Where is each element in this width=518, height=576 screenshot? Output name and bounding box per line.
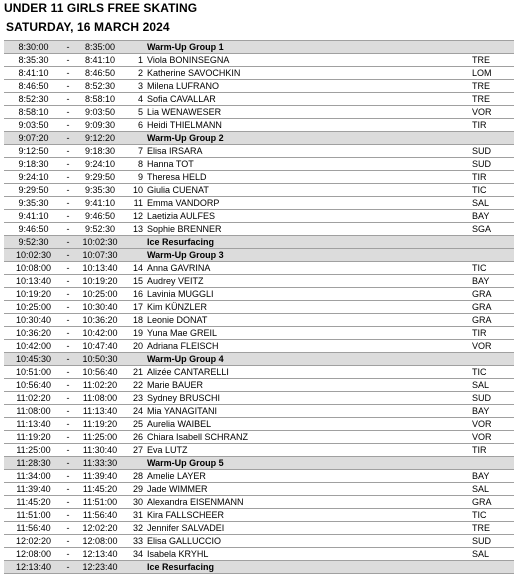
start-number (127, 41, 147, 54)
start-time: 11:39:40 (4, 483, 63, 496)
event-row (4, 41, 514, 54)
club-code: TRE (472, 522, 514, 535)
skater-name: Alexandra EISENMANN (147, 496, 472, 509)
skater-row (4, 496, 514, 509)
club-code: TIR (472, 327, 514, 340)
skater-name: Adriana FLEISCH (147, 340, 472, 353)
skater-name: Anna GAVRINA (147, 262, 472, 275)
event-row (4, 353, 514, 366)
start-number (127, 132, 147, 145)
time-separator: - (63, 509, 73, 522)
skater-name: Emma VANDORP (147, 197, 472, 210)
start-number: 3 (127, 80, 147, 93)
skater-name: Eva LUTZ (147, 444, 472, 457)
end-time: 9:41:10 (73, 197, 127, 210)
end-time: 11:39:40 (73, 470, 127, 483)
start-number: 24 (127, 405, 147, 418)
start-number (127, 249, 147, 262)
start-time: 8:52:30 (4, 93, 63, 106)
start-number: 17 (127, 301, 147, 314)
time-separator: - (63, 158, 73, 171)
club-code: VOR (472, 106, 514, 119)
skater-row (4, 314, 514, 327)
end-time: 10:19:20 (73, 275, 127, 288)
club-code (472, 561, 514, 574)
start-number: 31 (127, 509, 147, 522)
start-number: 21 (127, 366, 147, 379)
time-separator: - (63, 548, 73, 561)
event-row (4, 249, 514, 262)
time-separator: - (63, 288, 73, 301)
time-separator: - (63, 275, 73, 288)
event-label: Warm-Up Group 1 (147, 41, 472, 54)
club-code: TIR (472, 171, 514, 184)
start-number: 28 (127, 470, 147, 483)
skater-row (4, 340, 514, 353)
end-time: 11:56:40 (73, 509, 127, 522)
end-time: 9:09:30 (73, 119, 127, 132)
skater-row (4, 184, 514, 197)
skater-name: Marie BAUER (147, 379, 472, 392)
start-time: 9:29:50 (4, 184, 63, 197)
skater-row (4, 405, 514, 418)
skater-row (4, 210, 514, 223)
club-code: VOR (472, 340, 514, 353)
skater-row (4, 288, 514, 301)
club-code (472, 457, 514, 470)
skater-name: Jennifer SALVADEI (147, 522, 472, 535)
skater-name: Viola BONINSEGNA (147, 54, 472, 67)
time-separator: - (63, 379, 73, 392)
club-code: TIC (472, 509, 514, 522)
club-code: SUD (472, 145, 514, 158)
start-number: 32 (127, 522, 147, 535)
club-code (472, 236, 514, 249)
time-separator: - (63, 496, 73, 509)
skater-name: Lavinia MUGGLI (147, 288, 472, 301)
start-number: 20 (127, 340, 147, 353)
club-code: TRE (472, 80, 514, 93)
start-time: 10:30:40 (4, 314, 63, 327)
event-row (4, 236, 514, 249)
start-number: 22 (127, 379, 147, 392)
club-code: GRA (472, 301, 514, 314)
time-separator: - (63, 392, 73, 405)
time-separator: - (63, 54, 73, 67)
skater-name: Isabela KRYHL (147, 548, 472, 561)
start-number: 2 (127, 67, 147, 80)
end-time: 12:08:00 (73, 535, 127, 548)
start-number: 19 (127, 327, 147, 340)
time-separator: - (63, 41, 73, 54)
time-separator: - (63, 366, 73, 379)
time-separator: - (63, 236, 73, 249)
event-row (4, 132, 514, 145)
start-time: 10:42:00 (4, 340, 63, 353)
start-time: 11:28:30 (4, 457, 63, 470)
time-separator: - (63, 184, 73, 197)
end-time: 8:35:00 (73, 41, 127, 54)
skater-name: Yuna Mae GREIL (147, 327, 472, 340)
start-time: 9:03:50 (4, 119, 63, 132)
time-separator: - (63, 418, 73, 431)
end-time: 10:47:40 (73, 340, 127, 353)
start-time: 11:56:40 (4, 522, 63, 535)
club-code: LOM (472, 67, 514, 80)
start-number: 33 (127, 535, 147, 548)
skater-name: Sofia CAVALLAR (147, 93, 472, 106)
end-time: 9:24:10 (73, 158, 127, 171)
club-code: BAY (472, 210, 514, 223)
end-time: 10:42:00 (73, 327, 127, 340)
start-time: 10:08:00 (4, 262, 63, 275)
skater-row (4, 171, 514, 184)
skater-name: Alizée CANTARELLI (147, 366, 472, 379)
start-time: 12:02:20 (4, 535, 63, 548)
end-time: 10:02:30 (73, 236, 127, 249)
time-separator: - (63, 210, 73, 223)
skater-row (4, 158, 514, 171)
skater-name: Mia YANAGITANI (147, 405, 472, 418)
end-time: 11:45:20 (73, 483, 127, 496)
start-time: 11:51:00 (4, 509, 63, 522)
start-time: 9:41:10 (4, 210, 63, 223)
club-code: BAY (472, 275, 514, 288)
skater-row (4, 262, 514, 275)
skater-name: Chiara Isabell SCHRANZ (147, 431, 472, 444)
end-time: 10:36:20 (73, 314, 127, 327)
club-code: SUD (472, 158, 514, 171)
skater-row (4, 93, 514, 106)
club-code (472, 41, 514, 54)
start-number: 6 (127, 119, 147, 132)
skater-row (4, 275, 514, 288)
skater-name: Aurelia WAIBEL (147, 418, 472, 431)
time-separator: - (63, 106, 73, 119)
end-time: 9:29:50 (73, 171, 127, 184)
start-time: 10:51:00 (4, 366, 63, 379)
skater-name: Lia WENAWESER (147, 106, 472, 119)
start-time: 11:08:00 (4, 405, 63, 418)
start-order-table (4, 40, 514, 574)
start-time: 10:02:30 (4, 249, 63, 262)
start-number: 13 (127, 223, 147, 236)
start-time: 9:52:30 (4, 236, 63, 249)
end-time: 8:46:50 (73, 67, 127, 80)
end-time: 12:13:40 (73, 548, 127, 561)
skater-name: Hanna TOT (147, 158, 472, 171)
page-title: UNDER 11 GIRLS FREE SKATING (4, 1, 198, 15)
club-code: SAL (472, 548, 514, 561)
skater-row (4, 67, 514, 80)
skater-row (4, 145, 514, 158)
end-time: 11:08:00 (73, 392, 127, 405)
start-time: 10:36:20 (4, 327, 63, 340)
skater-name: Audrey VEITZ (147, 275, 472, 288)
time-separator: - (63, 561, 73, 574)
end-time: 10:25:00 (73, 288, 127, 301)
end-time: 9:35:30 (73, 184, 127, 197)
end-time: 10:30:40 (73, 301, 127, 314)
start-number (127, 457, 147, 470)
start-time: 11:19:20 (4, 431, 63, 444)
start-number (127, 236, 147, 249)
end-time: 11:19:20 (73, 418, 127, 431)
start-time: 9:12:50 (4, 145, 63, 158)
start-number: 26 (127, 431, 147, 444)
end-time: 11:30:40 (73, 444, 127, 457)
skater-row (4, 548, 514, 561)
skater-row (4, 444, 514, 457)
event-row (4, 457, 514, 470)
skater-row (4, 522, 514, 535)
start-number: 18 (127, 314, 147, 327)
time-separator: - (63, 353, 73, 366)
start-time: 12:08:00 (4, 548, 63, 561)
start-number: 4 (127, 93, 147, 106)
start-time: 11:13:40 (4, 418, 63, 431)
time-separator: - (63, 340, 73, 353)
start-number: 25 (127, 418, 147, 431)
club-code: GRA (472, 288, 514, 301)
skater-name: Giulia CUENAT (147, 184, 472, 197)
start-time: 10:19:20 (4, 288, 63, 301)
start-time: 9:18:30 (4, 158, 63, 171)
skater-name: Sydney BRUSCHI (147, 392, 472, 405)
end-time: 9:46:50 (73, 210, 127, 223)
skater-name: Katherine SAVOCHKIN (147, 67, 472, 80)
time-separator: - (63, 132, 73, 145)
skater-name: Milena LUFRANO (147, 80, 472, 93)
skater-row (4, 509, 514, 522)
club-code (472, 132, 514, 145)
start-number (127, 561, 147, 574)
end-time: 10:13:40 (73, 262, 127, 275)
time-separator: - (63, 145, 73, 158)
club-code: GRA (472, 314, 514, 327)
skater-row (4, 535, 514, 548)
end-time: 11:13:40 (73, 405, 127, 418)
start-number: 27 (127, 444, 147, 457)
skater-name: Sophie BRENNER (147, 223, 472, 236)
end-time: 11:51:00 (73, 496, 127, 509)
start-time: 8:30:00 (4, 41, 63, 54)
start-time: 12:13:40 (4, 561, 63, 574)
start-number: 8 (127, 158, 147, 171)
start-time: 9:46:50 (4, 223, 63, 236)
club-code: TIR (472, 119, 514, 132)
club-code (472, 353, 514, 366)
time-separator: - (63, 197, 73, 210)
skater-row (4, 197, 514, 210)
start-number: 11 (127, 197, 147, 210)
skater-name: Amelie LAYER (147, 470, 472, 483)
skater-row (4, 106, 514, 119)
end-time: 8:58:10 (73, 93, 127, 106)
time-separator: - (63, 301, 73, 314)
skater-row (4, 483, 514, 496)
time-separator: - (63, 314, 73, 327)
event-label: Warm-Up Group 4 (147, 353, 472, 366)
time-separator: - (63, 483, 73, 496)
start-time: 11:25:00 (4, 444, 63, 457)
start-number (127, 353, 147, 366)
start-time: 8:41:10 (4, 67, 63, 80)
time-separator: - (63, 262, 73, 275)
club-code: BAY (472, 470, 514, 483)
club-code: TRE (472, 93, 514, 106)
end-time: 11:02:20 (73, 379, 127, 392)
start-number: 34 (127, 548, 147, 561)
event-label: Warm-Up Group 2 (147, 132, 472, 145)
club-code: SAL (472, 379, 514, 392)
skater-name: Kim KÜNZLER (147, 301, 472, 314)
start-number: 9 (127, 171, 147, 184)
club-code (472, 249, 514, 262)
end-time: 12:23:40 (73, 561, 127, 574)
skater-name: Laetizia AULFES (147, 210, 472, 223)
skater-row (4, 366, 514, 379)
start-number: 23 (127, 392, 147, 405)
start-time: 11:45:20 (4, 496, 63, 509)
start-time: 10:56:40 (4, 379, 63, 392)
skater-row (4, 119, 514, 132)
skater-name: Jade WIMMER (147, 483, 472, 496)
end-time: 10:07:30 (73, 249, 127, 262)
skater-row (4, 418, 514, 431)
club-code: GRA (472, 496, 514, 509)
club-code: TRE (472, 54, 514, 67)
end-time: 11:25:00 (73, 431, 127, 444)
event-label: Warm-Up Group 5 (147, 457, 472, 470)
time-separator: - (63, 93, 73, 106)
time-separator: - (63, 444, 73, 457)
start-number: 5 (127, 106, 147, 119)
skater-row (4, 470, 514, 483)
start-time: 11:34:00 (4, 470, 63, 483)
start-time: 9:07:20 (4, 132, 63, 145)
club-code: TIR (472, 444, 514, 457)
start-time: 8:46:50 (4, 80, 63, 93)
end-time: 11:33:30 (73, 457, 127, 470)
time-separator: - (63, 171, 73, 184)
end-time: 9:52:30 (73, 223, 127, 236)
club-code: SAL (472, 483, 514, 496)
end-time: 8:41:10 (73, 54, 127, 67)
end-time: 9:12:20 (73, 132, 127, 145)
start-number: 7 (127, 145, 147, 158)
skater-name: Heidi THIELMANN (147, 119, 472, 132)
start-number: 12 (127, 210, 147, 223)
start-time: 9:24:10 (4, 171, 63, 184)
schedule-date: SATURDAY, 16 MARCH 2024 (6, 20, 170, 34)
event-row (4, 561, 514, 574)
end-time: 10:56:40 (73, 366, 127, 379)
start-time: 10:45:30 (4, 353, 63, 366)
time-separator: - (63, 457, 73, 470)
start-time: 10:13:40 (4, 275, 63, 288)
start-number: 16 (127, 288, 147, 301)
time-separator: - (63, 405, 73, 418)
start-number: 1 (127, 54, 147, 67)
club-code: BAY (472, 405, 514, 418)
start-time: 11:02:20 (4, 392, 63, 405)
club-code: TIC (472, 184, 514, 197)
end-time: 9:18:30 (73, 145, 127, 158)
club-code: SUD (472, 392, 514, 405)
time-separator: - (63, 223, 73, 236)
time-separator: - (63, 80, 73, 93)
club-code: VOR (472, 431, 514, 444)
time-separator: - (63, 119, 73, 132)
club-code: TIC (472, 366, 514, 379)
club-code: VOR (472, 418, 514, 431)
end-time: 8:52:30 (73, 80, 127, 93)
club-code: SUD (472, 535, 514, 548)
start-time: 8:35:30 (4, 54, 63, 67)
end-time: 10:50:30 (73, 353, 127, 366)
skater-row (4, 431, 514, 444)
start-number: 14 (127, 262, 147, 275)
time-separator: - (63, 522, 73, 535)
skater-name: Kira FALLSCHEER (147, 509, 472, 522)
start-number: 30 (127, 496, 147, 509)
event-label: Ice Resurfacing (147, 236, 472, 249)
skater-name: Elisa IRSARA (147, 145, 472, 158)
time-separator: - (63, 327, 73, 340)
skater-name: Elisa GALLUCCIO (147, 535, 472, 548)
end-time: 12:02:20 (73, 522, 127, 535)
skater-row (4, 379, 514, 392)
skater-row (4, 301, 514, 314)
time-separator: - (63, 470, 73, 483)
start-number: 15 (127, 275, 147, 288)
skater-row (4, 327, 514, 340)
skater-row (4, 392, 514, 405)
time-separator: - (63, 249, 73, 262)
start-number: 10 (127, 184, 147, 197)
start-time: 10:25:00 (4, 301, 63, 314)
event-label: Warm-Up Group 3 (147, 249, 472, 262)
event-label: Ice Resurfacing (147, 561, 472, 574)
club-code: TIC (472, 262, 514, 275)
club-code: SGA (472, 223, 514, 236)
start-number: 29 (127, 483, 147, 496)
skater-row (4, 223, 514, 236)
end-time: 9:03:50 (73, 106, 127, 119)
club-code: SAL (472, 197, 514, 210)
skater-name: Theresa HELD (147, 171, 472, 184)
skater-name: Leonie DONAT (147, 314, 472, 327)
time-separator: - (63, 67, 73, 80)
skater-row (4, 80, 514, 93)
time-separator: - (63, 431, 73, 444)
start-time: 8:58:10 (4, 106, 63, 119)
skater-row (4, 54, 514, 67)
start-time: 9:35:30 (4, 197, 63, 210)
time-separator: - (63, 535, 73, 548)
